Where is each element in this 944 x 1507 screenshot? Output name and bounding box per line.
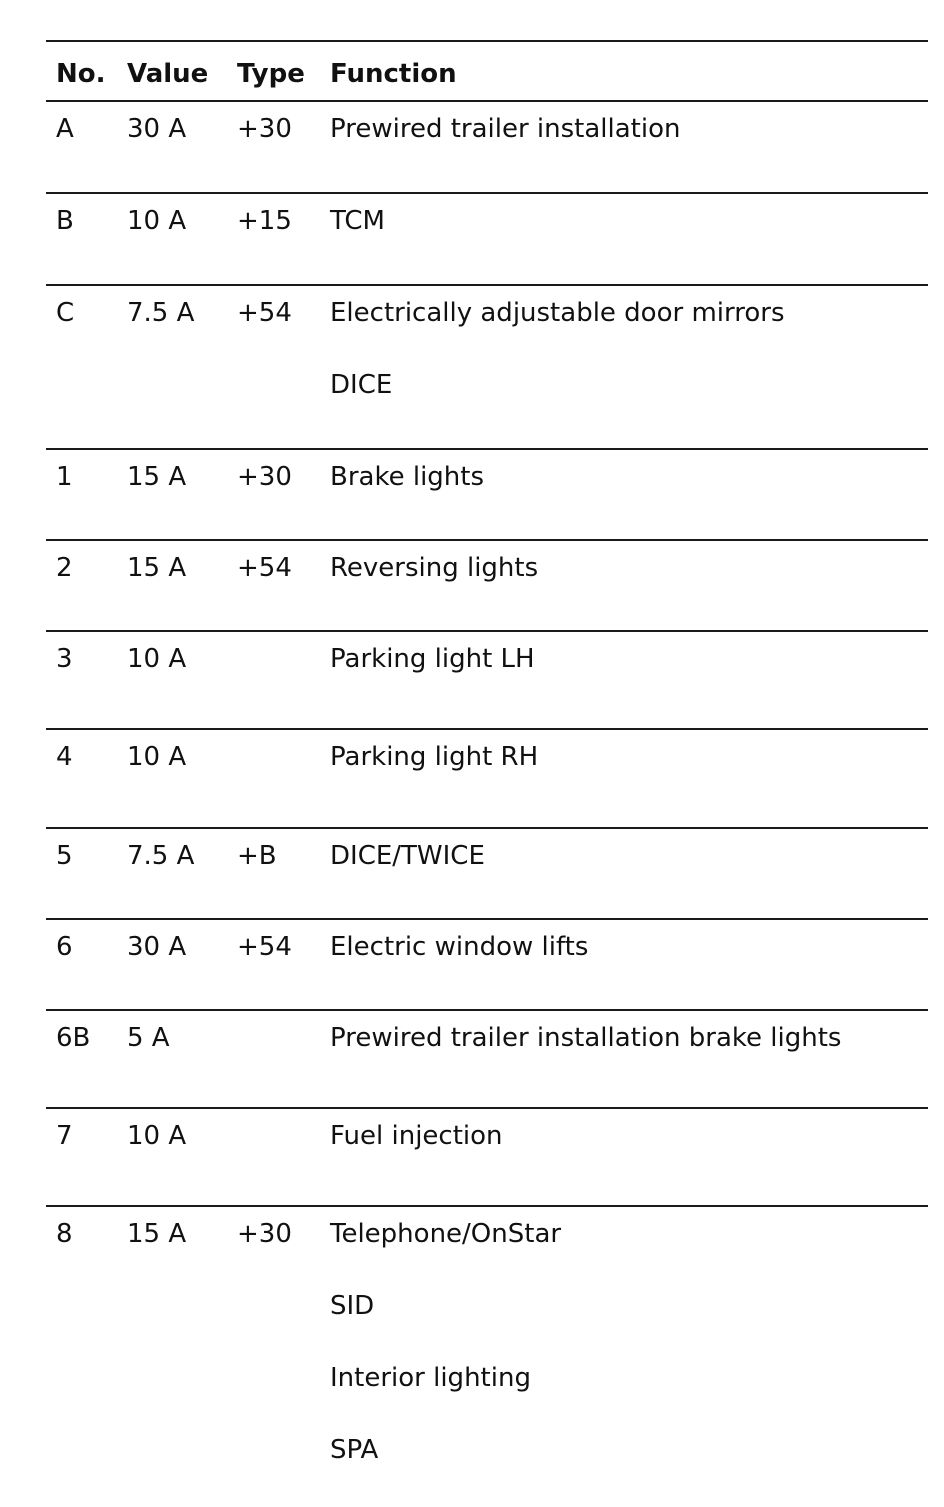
cell-value: 10 A (127, 206, 187, 236)
cell-value: 7.5 A (127, 298, 195, 328)
cell-function (330, 1219, 561, 1507)
function-line: Prewired trailer installation (330, 114, 681, 144)
cell-type: +54 (237, 298, 292, 328)
function-line: Brake lights (330, 462, 485, 492)
cell-function (330, 644, 535, 716)
function-line: Telephone/OnStar (330, 1219, 562, 1249)
cell-no: 5 (56, 841, 73, 871)
cell-value: 15 A (127, 1219, 187, 1249)
cell-function (330, 742, 538, 814)
header-type: Type (237, 59, 305, 89)
cell-function (330, 114, 680, 186)
cell-no: 8 (56, 1219, 73, 1249)
cell-no: A (56, 114, 74, 144)
table-row (46, 1207, 928, 1497)
function-line: DICE (330, 370, 393, 400)
function-line: Interior lighting (330, 1363, 531, 1393)
cell-value: 10 A (127, 742, 187, 772)
cell-type: +54 (237, 932, 292, 962)
function-line: Prewired trailer installation brake lights (330, 1023, 842, 1053)
cell-value: 15 A (127, 462, 187, 492)
function-line: SID (330, 1291, 375, 1321)
cell-type: +30 (237, 1219, 292, 1249)
cell-function (330, 206, 385, 278)
cell-no: 7 (56, 1121, 73, 1151)
function-line: Electric window lifts (330, 932, 589, 962)
cell-function (330, 1023, 841, 1095)
table-row (46, 1109, 928, 1207)
header-value: Value (127, 59, 209, 89)
table-row (46, 194, 928, 286)
cell-value: 7.5 A (127, 841, 195, 871)
table-row (46, 450, 928, 541)
cell-no: 6 (56, 932, 73, 962)
function-line: Reversing lights (330, 553, 539, 583)
table-row (46, 1011, 928, 1109)
cell-function (330, 932, 588, 1004)
function-line: Parking light RH (330, 742, 539, 772)
cell-no: 4 (56, 742, 73, 772)
function-line: DICE/TWICE (330, 841, 485, 871)
cell-function (330, 841, 485, 913)
cell-no: 2 (56, 553, 73, 583)
cell-function (330, 1121, 503, 1193)
header-function: Function (330, 59, 457, 89)
function-line: SPA (330, 1435, 379, 1465)
table-row (46, 632, 928, 730)
table-body (46, 102, 928, 1497)
table-row (46, 102, 928, 194)
cell-type: +30 (237, 114, 292, 144)
function-line: Fuel injection (330, 1121, 503, 1151)
cell-no: C (56, 298, 75, 328)
cell-no: 1 (56, 462, 73, 492)
cell-no: 6B (56, 1023, 91, 1053)
table-row (46, 920, 928, 1011)
cell-type: +15 (237, 206, 292, 236)
fuse-table (46, 40, 928, 1497)
cell-value: 15 A (127, 553, 187, 583)
cell-value: 10 A (127, 1121, 187, 1151)
cell-function (330, 298, 785, 442)
cell-value: 30 A (127, 114, 187, 144)
cell-type: +30 (237, 462, 292, 492)
cell-type: +B (237, 841, 277, 871)
cell-type: +54 (237, 553, 292, 583)
function-line: TCM (330, 206, 385, 236)
cell-value: 30 A (127, 932, 187, 962)
table-row (46, 829, 928, 920)
cell-value: 10 A (127, 644, 187, 674)
header-no: No. (56, 59, 106, 89)
function-line: Parking light LH (330, 644, 535, 674)
cell-no: 3 (56, 644, 73, 674)
table-row (46, 541, 928, 632)
function-line: Electrically adjustable door mirrors (330, 298, 785, 328)
cell-function (330, 553, 538, 625)
table-row (46, 730, 928, 829)
cell-value: 5 A (127, 1023, 170, 1053)
cell-function (330, 462, 484, 534)
table-row (46, 286, 928, 450)
cell-no: B (56, 206, 74, 236)
table-header (46, 42, 928, 102)
